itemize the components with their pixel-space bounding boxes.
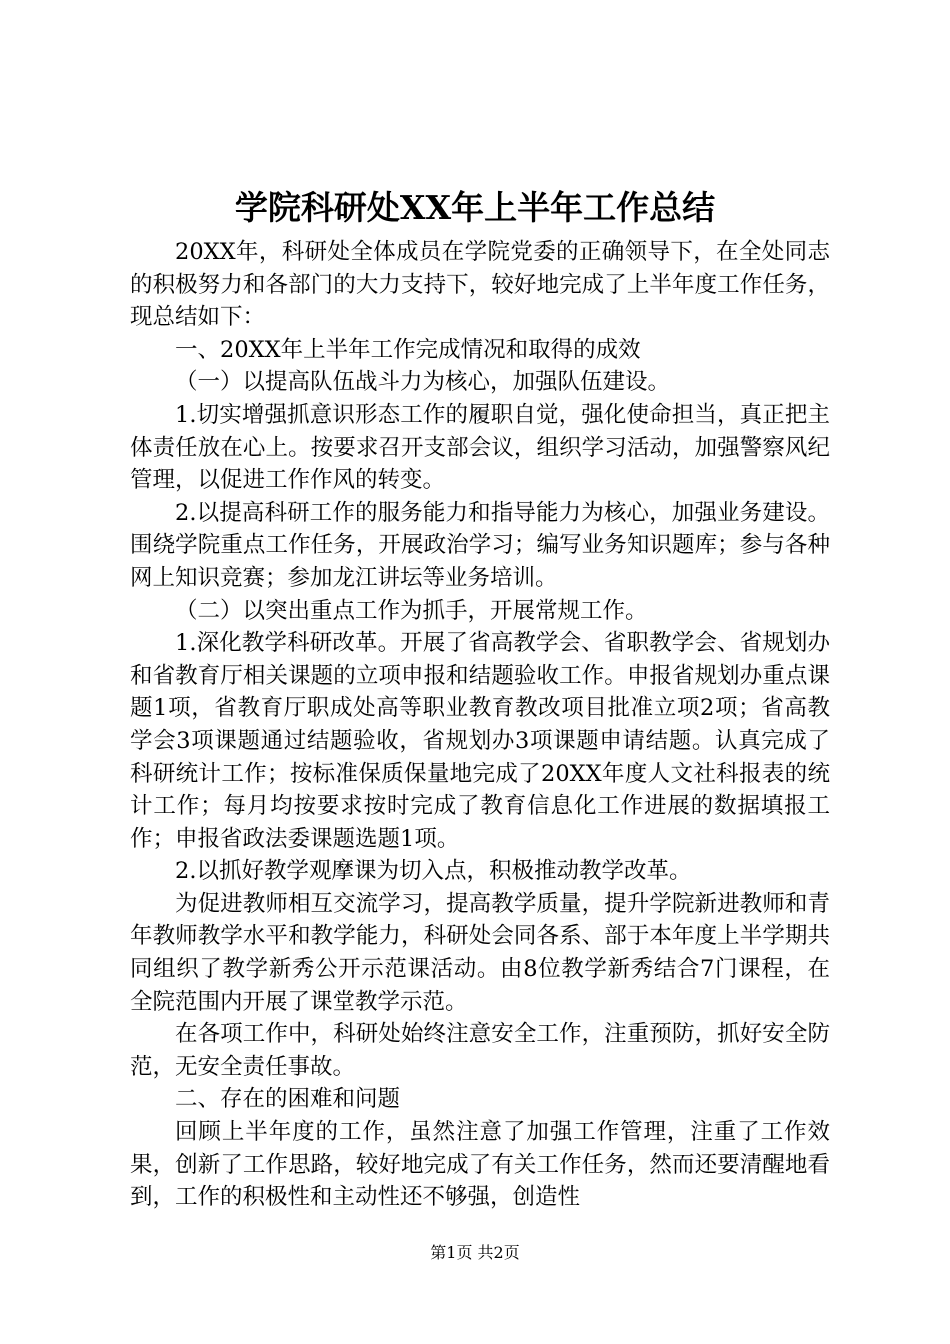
paragraph-item-2-1: 1.深化教学科研改革。开展了省高教学会、省职教学会、省规划办和省教育厅相关课题的立项申报和结题验收工作。申报省规划办重点课题1项，省教育厅职成处高等职业教育教改项目批准立项2项；省高教学会3项课题通过结题验收，省规划办3项课题申请结题。认真完成了科研统计工作；按标准保质保量地完成了20XX年度人文社科报表的统计工作；每月均按要求按时完成了教育信息化工作进展的数据填报工作；申报省政法委课题选题1项。 bbox=[130, 630, 830, 852]
paragraph-item-1-2: 2.以提高科研工作的服务能力和指导能力为核心，加强业务建设。围绕学院重点工作任务，开展政治学习；编写业务知识题库；参与各种网上知识竞赛；参加龙江讲坛等业务培训。 bbox=[130, 499, 830, 591]
paragraph-intro: 20XX年，科研处全体成员在学院党委的正确领导下，在全处同志的积极努力和各部门的大力支持下，较好地完成了上半年度工作任务，现总结如下： bbox=[130, 239, 830, 331]
section-heading-1: 一、20XX年上半年工作完成情况和取得的成效 bbox=[175, 336, 641, 363]
subsection-heading-2: （二）以突出重点工作为抓手，开展常规工作。 bbox=[175, 597, 648, 624]
paragraph-item-1-1: 1.切实增强抓意识形态工作的履职自觉，强化使命担当，真正把主体责任放在心上。按要求召开支部会议，组织学习活动，加强警察风纪管理，以促进工作作风的转变。 bbox=[130, 401, 830, 494]
paragraph-review: 回顾上半年度的工作，虽然注意了加强工作管理，注重了工作效果，创新了工作思路，较好地完成了有关工作任务，然而还要清醒地看到，工作的积极性和主动性还不够强，创造性 bbox=[130, 1119, 830, 1211]
section-heading-2: 二、存在的困难和问题 bbox=[175, 1086, 401, 1113]
paragraph-safety: 在各项工作中，科研处始终注意安全工作，注重预防，抓好安全防范，无安全责任事故。 bbox=[130, 1021, 830, 1080]
document-title: 学院科研处XX年上半年工作总结 bbox=[234, 188, 716, 227]
document-body bbox=[130, 236, 830, 1214]
subsection-heading-1: （一）以提高队伍战斗力为核心，加强队伍建设。 bbox=[175, 369, 671, 396]
paragraph-teaching-demo: 为促进教师相互交流学习，提高教学质量，提升学院新进教师和青年教师教学水平和教学能力，科研处会同各系、部于本年度上半学期共同组织了教学新秀公开示范课活动。由8位教学新秀结合7门课程，在全院范围内开展了课堂教学示范。 bbox=[130, 890, 830, 1015]
page-footer: 第1页 共2页 bbox=[430, 1243, 520, 1262]
paragraph-item-2-2: 2.以抓好教学观摩课为切入点，积极推动教学改革。 bbox=[175, 858, 692, 885]
